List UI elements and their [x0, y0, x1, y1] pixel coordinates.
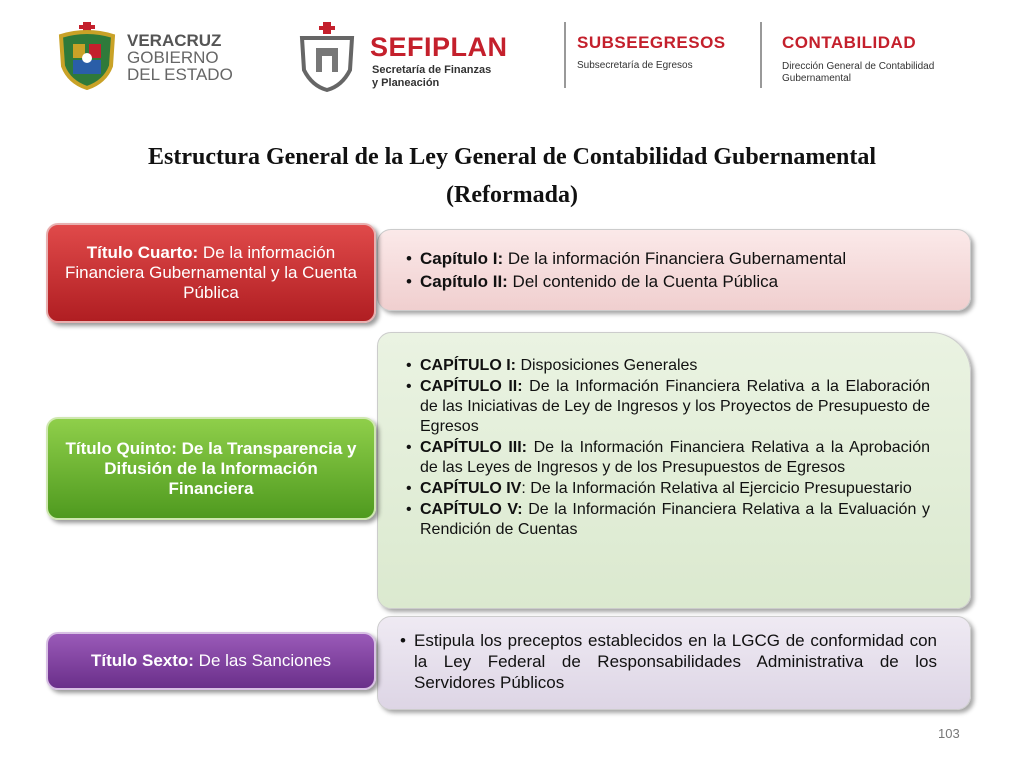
- section-5-heading-text: Título Quinto: De la Transparencia y Difusión de la Información Financiera: [65, 438, 357, 498]
- item-text: De la Información Financiera Relativa a la Elaboración de las Iniciativas de Ley de Ingresos y los Proyectos de Presupuesto de Egresos: [420, 378, 931, 435]
- list-item: [406, 377, 930, 437]
- veracruz-shield-icon: [55, 22, 119, 90]
- item-label: CAPÍTULO V:: [420, 501, 523, 518]
- contabilidad-sub2: Gubernamental: [782, 73, 851, 84]
- section-4-heading-rest: De la información Financiera Gubernamental y la Cuenta Pública: [65, 243, 357, 302]
- veracruz-line3: DEL ESTADO: [127, 65, 233, 84]
- section-4-heading: [46, 223, 376, 323]
- section-4-list: [406, 247, 846, 293]
- list-item: [400, 630, 937, 693]
- item-label: CAPÍTULO III:: [420, 439, 528, 456]
- contabilidad-subtitle: [782, 61, 934, 85]
- title-line2: (Reformada): [446, 182, 578, 208]
- item-text: Del contenido de la Cuenta Pública: [507, 272, 779, 291]
- sefiplan-sub1: Secretaría de Finanzas: [372, 64, 492, 76]
- section-6-heading: [46, 632, 376, 690]
- item-text: Disposiciones Generales: [516, 357, 698, 374]
- header-divider: [564, 22, 566, 88]
- sefiplan-crest-icon: [296, 22, 358, 92]
- veracruz-line1: VERACRUZ: [127, 31, 222, 50]
- item-label: CAPÍTULO IV: [420, 480, 522, 497]
- contabilidad-sub1: Dirección General de Contabilidad: [782, 61, 935, 72]
- item-label: Capítulo II:: [420, 272, 508, 291]
- subsegresos-subtitle: Subsecretaría de Egresos: [577, 60, 693, 71]
- sefiplan-logo: [296, 18, 536, 93]
- item-label: CAPÍTULO I:: [420, 357, 516, 374]
- section-6-heading-rest: De las Sanciones: [193, 651, 331, 670]
- list-item: [406, 356, 930, 376]
- item-label: Capítulo I:: [420, 249, 504, 268]
- item-label: CAPÍTULO II:: [420, 378, 523, 395]
- section-5-list: [406, 356, 930, 541]
- veracruz-logo: [55, 18, 245, 93]
- section-4-heading-bold: Título Cuarto:: [86, 243, 199, 262]
- page-number: 103: [938, 726, 960, 741]
- item-text: De la Información Financiera Relativa a la Evaluación y Rendición de Cuentas: [420, 501, 931, 538]
- veracruz-line2: GOBIERNO: [127, 48, 219, 67]
- header-divider: [760, 22, 762, 88]
- sefiplan-subtitle: [372, 64, 491, 90]
- item-text: Estipula los preceptos establecidos en la LGCG de conformidad con la Ley Federal de Responsabilidades Administrativa de los Servidores Públicos: [414, 631, 937, 692]
- section-5-heading: [46, 417, 376, 520]
- list-item: [406, 247, 846, 270]
- item-text: De la información Financiera Gubernamental: [503, 249, 847, 268]
- list-item: [406, 438, 930, 478]
- slide-title: [0, 138, 1024, 214]
- contabilidad-title: CONTABILIDAD: [782, 33, 917, 52]
- list-item: [406, 270, 846, 293]
- item-text: De la Información Financiera Relativa a la Aprobación de las Leyes de Ingresos y de los Presupuestos de Egresos: [420, 439, 930, 476]
- list-item: [406, 479, 930, 499]
- sefiplan-sub2: y Planeación: [372, 77, 440, 89]
- subsegresos-title: SUBSEEGRESOS: [577, 33, 726, 52]
- list-item: [406, 500, 930, 540]
- title-line1: Estructura General de la Ley General de Contabilidad Gubernamental: [148, 144, 876, 170]
- section-6-heading-bold: Título Sexto:: [91, 651, 194, 670]
- sefiplan-title: SEFIPLAN: [370, 32, 508, 62]
- veracruz-text: [127, 32, 233, 83]
- section-6-list: [400, 630, 937, 693]
- item-text: : De la Información Relativa al Ejercicio Presupuestario: [521, 480, 912, 497]
